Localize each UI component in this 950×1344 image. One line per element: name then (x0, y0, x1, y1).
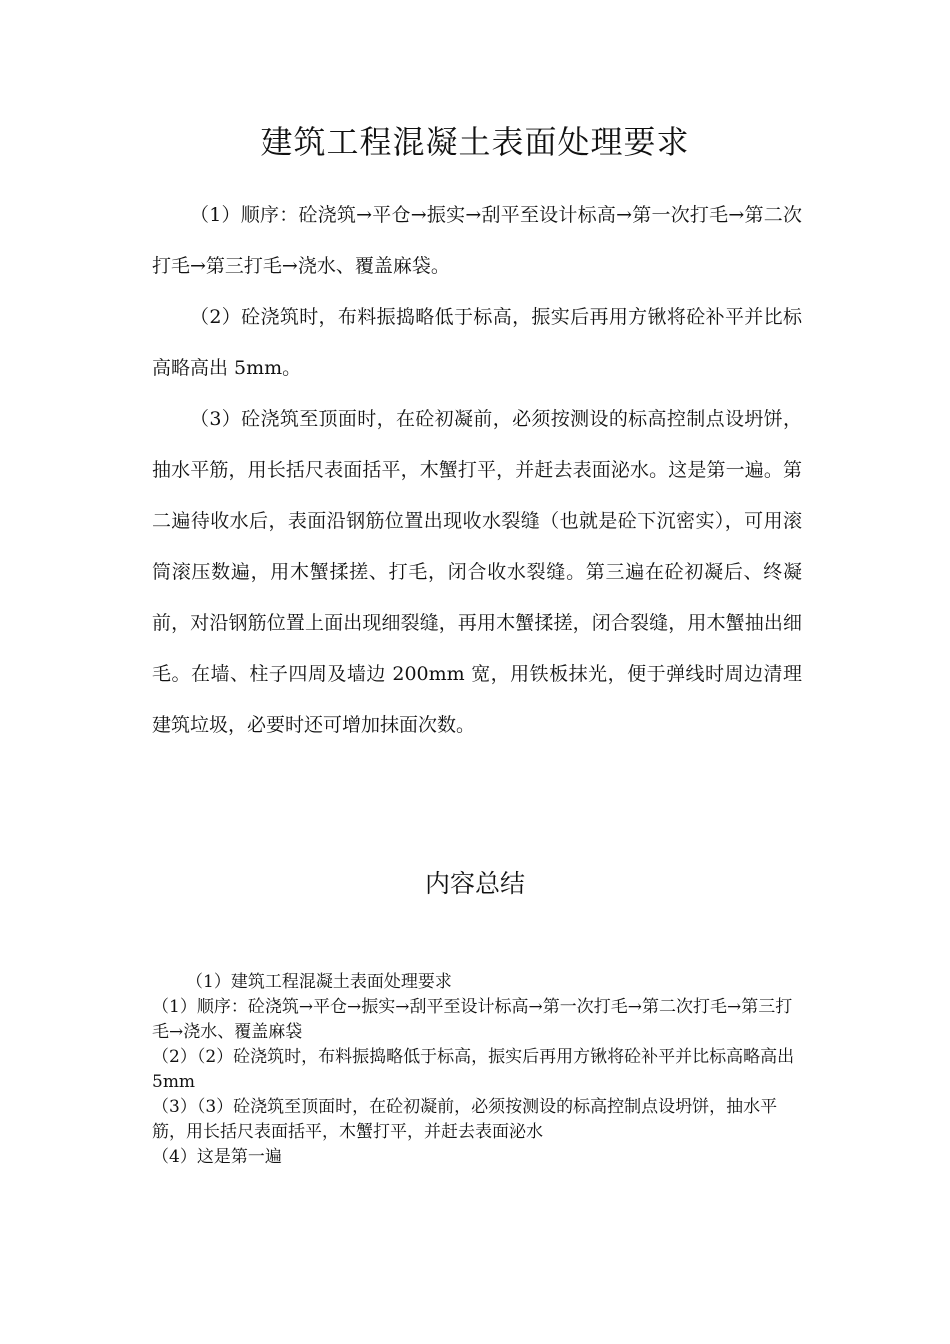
summary-title: 内容总结 (424, 869, 525, 898)
paragraph-3: （3）砼浇筑至顶面时，在砼初凝前，必须按测设的标高控制点设坍饼，抽水平筋，用长括尺表面括平，木蟹打平，并赶去表面泌水。这是第一遍。第二遍待收水后，表面沿钢筋位置出现收水裂缝（也就是砼下沉密实），可用滚筒滚压数遍，用木蟹揉搓、打毛，闭合收水裂缝。第三遍在砼初凝后、终凝前，对沿钢筋位置上面出现细裂缝，再用木蟹揉搓，闭合裂缝，用木蟹抽出细毛。在墙、柱子四周及墙边 200mm 宽，用铁板抹光，便于弹线时周边清理建筑垃圾，必要时还可增加抹面次数。 (152, 408, 802, 736)
summary-line-3: （2）（2）砼浇筑时，布料振捣略低于标高，振实后再用方锹将砼补平并比标高略高出 5mm (152, 1047, 795, 1092)
summary-line-4: （3）（3）砼浇筑至顶面时，在砼初凝前，必须按测设的标高控制点设坍饼，抽水平筋，用长括尺表面括平，木蟹打平，并赶去表面泌水 (152, 1097, 778, 1142)
paragraph-2: （2）砼浇筑时，布料振捣略低于标高，振实后再用方锹将砼补平并比标高略高出 5mm。 (152, 306, 802, 379)
summary-section (152, 970, 802, 1170)
document-body (152, 190, 802, 751)
summary-line-2: （1）顺序：砼浇筑→平仓→振实→刮平至设计标高→第一次打毛→第二次打毛→第三打毛→浇水、覆盖麻袋 (152, 997, 793, 1042)
paragraph-1: （1）顺序：砼浇筑→平仓→振实→刮平至设计标高→第一次打毛→第二次打毛→第三打毛→浇水、覆盖麻袋。 (152, 204, 802, 277)
document-title: 建筑工程混凝土表面处理要求 (260, 123, 690, 161)
summary-line-5: （4）这是第一遍 (152, 1147, 282, 1167)
summary-line-1: （1）建筑工程混凝土表面处理要求 (186, 972, 452, 992)
